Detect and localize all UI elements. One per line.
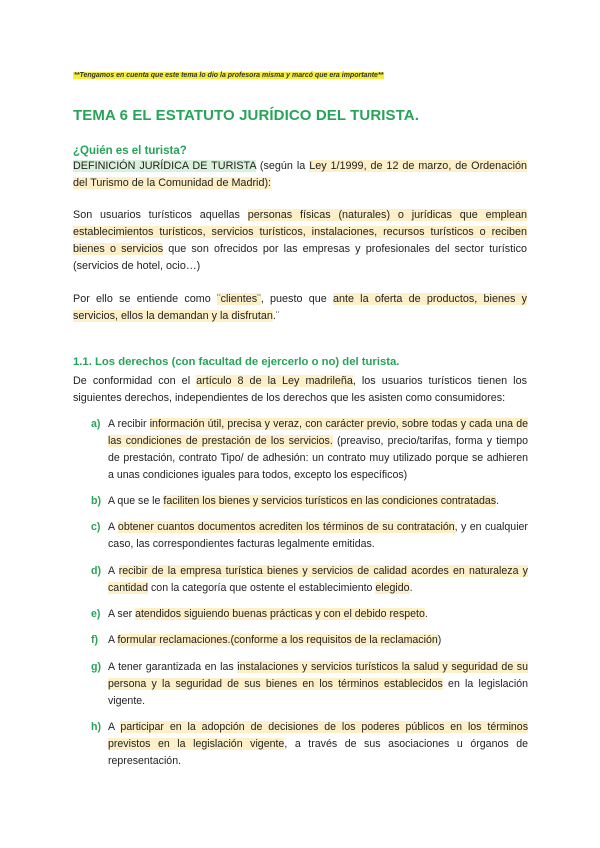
question-heading: ¿Quién es el turista? [73,145,187,157]
definition-label: DEFINICIÓN JURÍDICA DE TURISTA [73,160,256,172]
item-highlight: faciliten los bienes y servicios turísticos en las condiciones contratadas [163,495,497,507]
clients-text-3: .¨ [272,310,280,322]
clients-text-1: Por ello se entiende como [73,293,217,305]
item-highlight: atendidos siguiendo buenas prácticas y con el debido respeto [135,608,425,620]
item-text: A [108,721,121,733]
definition-paragraph [73,158,527,192]
item-text: A tener garantizada en las [108,661,238,673]
item-highlight: información útil, precisa y veraz, con carácter previo, sobre todas y cada una de las condiciones de prestación de los servicios. [108,418,528,447]
item-text: A [108,521,118,533]
item-text: A recibir [108,418,150,430]
list-letter: c) [91,521,101,533]
highlighted-note: **Tengamos en cuenta que este tema lo dio la profesora misma y marcó que era importante** [74,72,384,79]
list-letter: a) [91,418,101,430]
list-item [91,416,528,484]
users-text-2: que son ofrecidos por las empresas y profesionales del sector turístico (servicios de hotel, ocio…) [73,243,527,272]
item-text: A [108,565,119,577]
item-text: ) [437,634,442,646]
list-letter: g) [91,661,101,673]
list-item [91,563,528,597]
clients-term: ¨clientes¨ [217,293,261,305]
item-text: en la legislación vigente. [108,678,528,707]
item-text: , a través de sus asociaciones u órganos de representación. [108,738,528,767]
list-letter: f) [91,634,99,646]
item-text: A [108,634,118,646]
item-text: con la categoría que ostente el establecimiento [148,582,376,594]
list-item [91,632,528,649]
article-reference: artículo 8 de la Ley madrileña [196,375,353,387]
conformity-text-2: , los usuarios turísticos tienen los siguientes derechos, independientes de los derechos que les asisten como consumidores: [73,375,527,404]
section-heading: 1.1. Los derechos (con facultad de ejercerlo o no) del turista. [73,356,400,368]
law-reference: Ley 1/1999 [309,160,364,172]
page-title: TEMA 6 EL ESTATUTO JURÍDICO DEL TURISTA. [73,107,419,124]
list-letter: e) [91,608,101,620]
list-item [91,606,528,623]
item-highlight: participar en la adopción de decisiones de los poderes públicos en los términos previstos en la legislación vigente [108,721,528,750]
item-highlight: elegido [375,582,410,594]
item-text: . [424,608,428,620]
list-item [91,493,528,510]
item-highlight: formular reclamaciones.(conforme a los requisitos de la reclamación [117,634,438,646]
list-item [91,719,528,770]
definition-text-1: (según la [255,160,310,172]
item-text: , y en cualquier caso, las correspondientes facturas legalmente emitidas. [108,521,528,550]
users-highlight: personas físicas (naturales) o jurídicas que emplean establecimientos turísticos, servicios turísticos, instalaciones, recursos turísticos o reciben bienes o servicios [73,209,528,255]
users-text-1: Son usuarios turísticos aquellas [73,209,248,221]
list-item [91,659,528,710]
item-text: . [409,582,413,594]
conformity-text-1: De conformidad con el [73,375,197,387]
users-paragraph [73,207,527,275]
item-highlight: recibir de la empresa turística bienes y servicios de calidad acordes en naturaleza y cantidad [108,565,528,594]
item-text: A ser [108,608,136,620]
definition-text-2: , de 12 de marzo, de Ordenación del Turismo de la Comunidad de Madrid): [73,160,528,189]
list-letter: b) [91,495,101,507]
list-item [91,519,528,553]
clients-highlight: ante la oferta de productos, bienes y servicios, ellos la demandan y la disfrutan [73,293,527,322]
item-text: A que se le [108,495,164,507]
clients-text-2: , puesto que [260,293,333,305]
list-letter: d) [91,565,101,577]
conformity-paragraph [73,373,527,407]
item-text: (preaviso, precio/tarifas, forma y tiempo de prestación, contrato Tipo/ de adhesión: un contrato muy utilizado porque se adhieren a unas condiciones iguales para todos, excepto los específicos) [108,435,528,481]
list-letter: h) [91,721,101,733]
item-text: . [496,495,500,507]
item-highlight: instalaciones y servicios turísticos la salud y seguridad de su persona y la seguridad de sus bienes en los términos establecidos [108,661,528,690]
clients-paragraph [73,291,527,325]
item-highlight: obtener cuantos documentos acrediten los términos de su contratación [117,521,455,533]
